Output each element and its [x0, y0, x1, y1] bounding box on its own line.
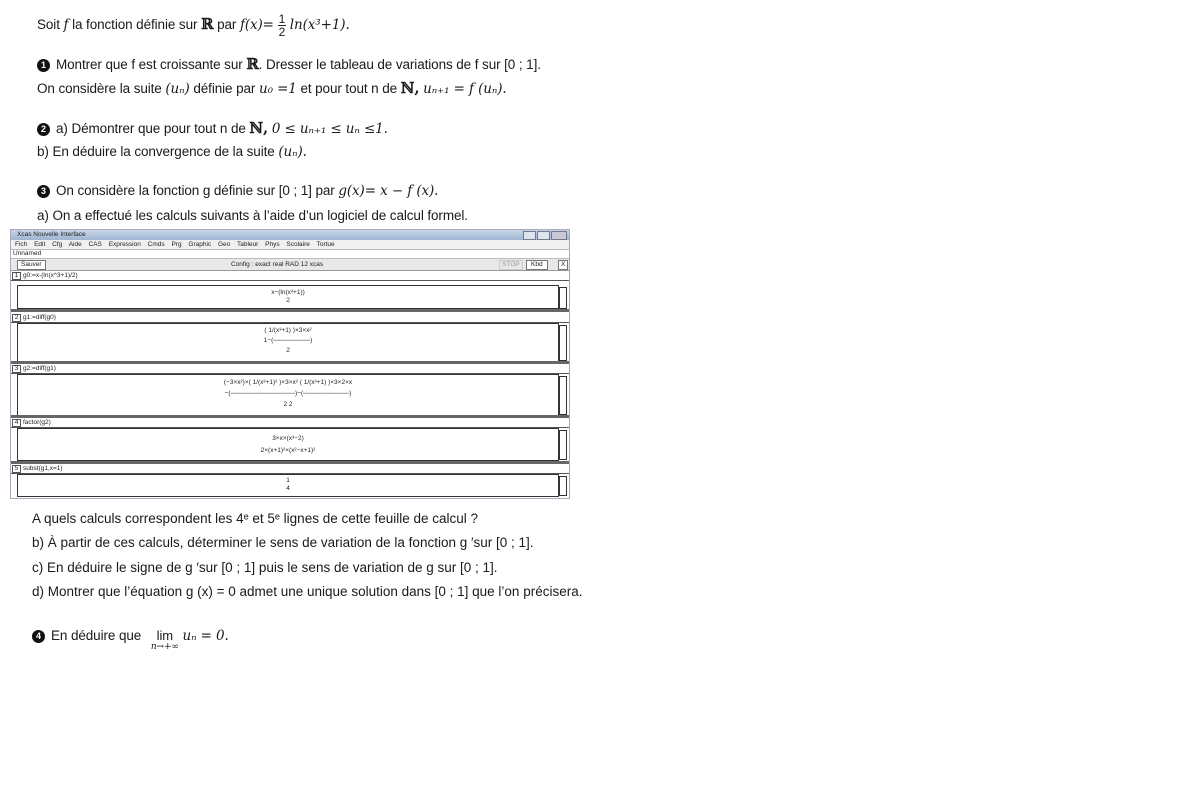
- config-label[interactable]: Config : exact real RAD 12 xcas: [231, 261, 324, 268]
- output-line-3: 2: [286, 347, 290, 354]
- q4-expr: uₙ = 0.: [182, 628, 229, 644]
- cell-scrollbar[interactable]: [559, 376, 567, 415]
- stop-button[interactable]: STOP: [499, 260, 523, 270]
- q3-text: On considère la fonction g définie sur [0 ; 1] par: [56, 183, 335, 198]
- question-2a: [37, 119, 388, 137]
- intro-text-3: par: [217, 17, 237, 33]
- cell-number: 1: [12, 272, 21, 280]
- var-f: f: [63, 17, 69, 34]
- cell-command[interactable]: [11, 364, 569, 374]
- menu-tortue[interactable]: Tortue: [316, 241, 335, 248]
- cell-output: [17, 285, 559, 309]
- menu-cas[interactable]: CAS: [88, 241, 102, 248]
- q2-number-icon: 2: [37, 123, 50, 136]
- cell-input[interactable]: factor(g2): [23, 419, 51, 426]
- xcas-window: [10, 229, 570, 499]
- lim-word: lim: [156, 628, 173, 643]
- question-1: [37, 55, 541, 73]
- intro-text-2: la fonction définie sur: [72, 17, 198, 33]
- minimize-icon[interactable]: [523, 231, 536, 240]
- def-lhs: f(x)=: [239, 17, 274, 34]
- output-line-1: ( 1/(x³+1) )×3×x²: [264, 327, 312, 334]
- after-line-4: d) Montrer que l’équation g (x) = 0 admet une unique solution dans [0 ; 1] que l’on précisera.: [32, 584, 583, 599]
- output-line-2: −(──────────────)−(──────────): [224, 390, 352, 397]
- q3a-text: a) On a effectué les calculs suivants à l’aide d’un logiciel de calcul formel.: [37, 208, 468, 223]
- menu-fich[interactable]: Fich: [15, 241, 28, 248]
- suite-text-3: et pour tout n de: [300, 81, 398, 96]
- question-3a: [37, 208, 468, 223]
- cell-input[interactable]: g2:=diff(g1): [23, 365, 56, 372]
- output-line-1: 1: [286, 477, 290, 484]
- after-line-2: b) À partir de ces calculs, déterminer le sens de variation de la fonction g ′sur [0 ; 1].: [32, 535, 534, 550]
- q2-set: ℕ,: [249, 119, 269, 137]
- output-line-2: 1−(────────): [263, 337, 313, 344]
- frac-den: 2: [278, 25, 286, 39]
- xcas-cell-3: [11, 364, 569, 417]
- menu-aide[interactable]: Aide: [68, 241, 82, 248]
- cell-output: [17, 374, 559, 416]
- cell-command[interactable]: [11, 313, 569, 323]
- cell-command[interactable]: [11, 418, 569, 428]
- menu-cfg[interactable]: Cfg: [52, 241, 63, 248]
- xcas-cell-2: [11, 313, 569, 363]
- menu-geo[interactable]: Geo: [217, 241, 231, 248]
- xcas-menubar: [11, 240, 569, 250]
- suite-rec: uₙ₊₁ = f (uₙ).: [423, 81, 507, 97]
- frac-num: 1: [278, 12, 286, 26]
- output-line-2: 4: [286, 485, 290, 492]
- q4-number-icon: 4: [32, 630, 45, 643]
- fraction-half: [278, 13, 287, 38]
- cell-output: [17, 474, 559, 497]
- xcas-cell-5: [11, 464, 569, 497]
- cell-output: [17, 428, 559, 461]
- suite-text: On considère la suite: [37, 81, 162, 96]
- menu-edit[interactable]: Edit: [34, 241, 46, 248]
- limit-expression: [151, 628, 179, 652]
- q2a-text: a) Démontrer que pour tout n de: [56, 121, 246, 136]
- cell-separator: [11, 309, 569, 312]
- q1-text-2: . Dresser le tableau de variations de f sur [0 ; 1].: [258, 57, 541, 72]
- kbd-button[interactable]: Kbd: [526, 260, 548, 270]
- cell-number: 4: [12, 419, 21, 427]
- after-line-1: A quels calculs correspondent les 4ᵉ et 5ᵉ lignes de cette feuille de calcul ?: [32, 511, 479, 526]
- lim-subscript: n→+∞: [150, 642, 179, 652]
- q1-set: ℝ: [246, 55, 259, 73]
- cell-number: 2: [12, 314, 21, 322]
- output-line-1: 3×x×(x³−2): [272, 435, 304, 442]
- set-r: ℝ: [201, 15, 214, 34]
- cell-input[interactable]: g1:=diff(g0): [23, 314, 56, 321]
- question-4: [32, 628, 229, 652]
- q2b-un: (uₙ).: [278, 144, 307, 160]
- menu-tableur[interactable]: Tableur: [236, 241, 259, 248]
- session-name: Unnamed: [13, 250, 42, 257]
- after-line-3: c) En déduire le signe de g ′sur [0 ; 1] puis le sens de variation de g sur [0 ; 1].: [32, 560, 498, 575]
- output-line-1: x−(ln(x³+1)): [271, 289, 305, 296]
- suite-u0: u₀ =1: [258, 81, 297, 97]
- cell-number: 3: [12, 365, 21, 373]
- def-rhs: ln(x³+1).: [289, 17, 350, 34]
- intro-text: Soit: [37, 17, 60, 33]
- close-session-button[interactable]: X: [558, 260, 568, 270]
- suite-un: (uₙ): [165, 81, 190, 97]
- cell-number: 5: [12, 465, 21, 473]
- cell-command[interactable]: [11, 464, 569, 474]
- menu-scolaire[interactable]: Scolaire: [286, 241, 310, 248]
- q2b-text: b) En déduire la convergence de la suite: [37, 144, 275, 159]
- xcas-titlebar: [11, 230, 569, 240]
- output-line-2: 2: [286, 297, 290, 304]
- xcas-cell-4: [11, 418, 569, 462]
- xcas-cell-1: [11, 271, 569, 313]
- cell-scrollbar[interactable]: [559, 430, 567, 460]
- cell-scrollbar[interactable]: [559, 476, 567, 496]
- suite-set: ℕ,: [400, 79, 420, 97]
- menu-cmds[interactable]: Cmds: [147, 241, 165, 248]
- intro-line: [37, 13, 350, 38]
- save-button[interactable]: Sauver: [17, 260, 46, 270]
- cell-scrollbar[interactable]: [559, 287, 567, 309]
- q3-number-icon: 3: [37, 185, 50, 198]
- q4-text: En déduire que: [51, 628, 142, 643]
- q2-ineq: 0 ≤ uₙ₊₁ ≤ uₙ ≤1.: [271, 121, 388, 137]
- suite-def: [37, 79, 507, 97]
- maximize-icon[interactable]: [537, 231, 550, 240]
- menu-phys[interactable]: Phys: [265, 241, 280, 248]
- menu-prg[interactable]: Prg: [171, 241, 182, 248]
- xcas-toolbar: [11, 258, 569, 271]
- cell-input[interactable]: subst(g1,x=1): [23, 465, 63, 472]
- q1-number-icon: 1: [37, 59, 50, 72]
- q1-text: Montrer que f est croissante sur: [56, 57, 243, 72]
- menu-graphic[interactable]: Graphic: [188, 241, 212, 248]
- question-3: [37, 183, 438, 199]
- output-line-2: 2×(x+1)²×(x²−x+1)²: [260, 447, 316, 454]
- cell-output: [17, 323, 559, 362]
- suite-text-2: définie par: [193, 81, 256, 96]
- question-2b: [37, 144, 307, 160]
- cell-command[interactable]: [11, 271, 569, 281]
- xcas-title: Xcas Nouvelle Interface: [17, 231, 86, 238]
- output-line-3: 2 2: [283, 401, 293, 408]
- output-line-1: (−3×x²)×( 1/(x³+1)² )×3×x² ( 1/(x³+1) )×3×2×x: [223, 379, 353, 386]
- q3-gdef: g(x)= x − f (x).: [338, 183, 439, 199]
- cell-input[interactable]: g0:=x-(ln(x^3+1)/2): [23, 272, 78, 279]
- menu-expression[interactable]: Expression: [108, 241, 141, 248]
- close-icon[interactable]: [551, 231, 567, 240]
- cell-scrollbar[interactable]: [559, 325, 567, 361]
